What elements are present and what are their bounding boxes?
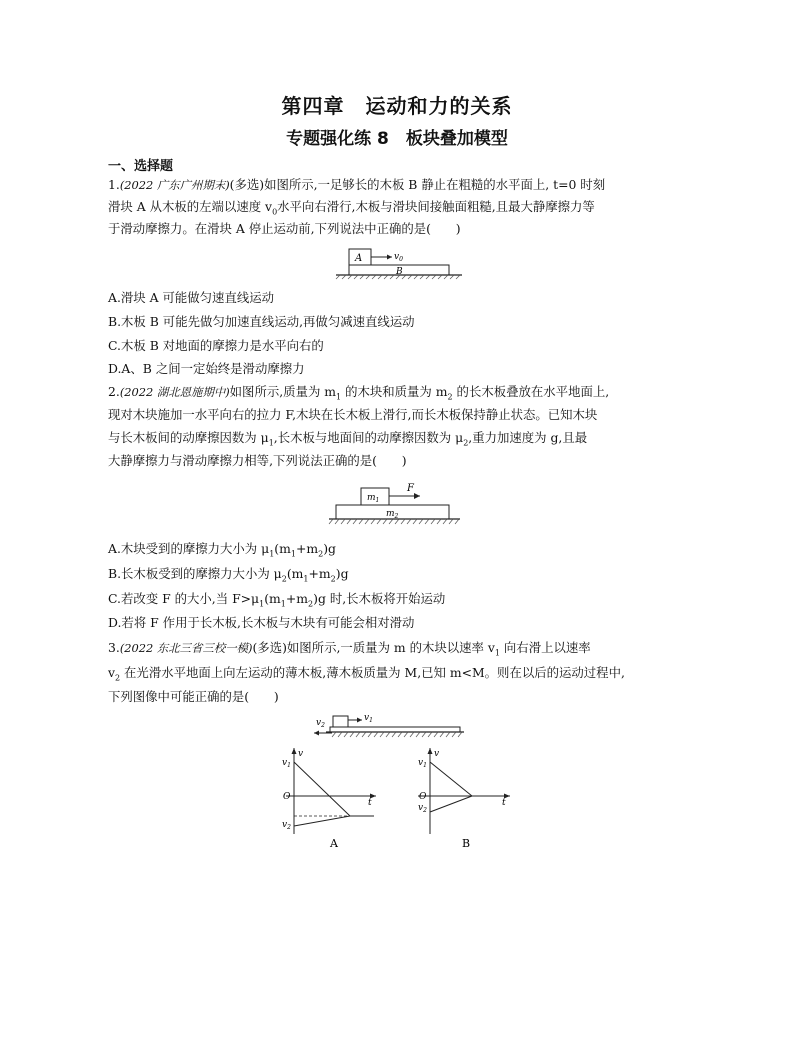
force-label: F <box>407 483 414 494</box>
graph-a <box>280 746 390 850</box>
v-axis-label: v <box>434 749 440 759</box>
v2-tick-label: $v_2$ <box>418 803 427 814</box>
velocity-label: $v_0$ <box>394 252 403 263</box>
q1-line1: 1.(2022 广东广州期末)(多选)如图所示,一足够长的木板 B 静止在粗糙的水平面上, t=0 时刻 <box>108 177 606 192</box>
q3-figure <box>308 710 468 742</box>
block-a-label: A <box>355 253 363 264</box>
q1-line3: 于滑动摩擦力。在滑块 A 停止运动前,下列说法中正确的是( ) <box>108 221 461 236</box>
q1-option-a: A.滑块 A 可能做匀速直线运动 <box>108 290 275 305</box>
origin-label: O <box>283 792 291 802</box>
thin-board <box>330 727 460 732</box>
origin-label: O <box>419 792 427 802</box>
q3-v1-label: $v_1$ <box>364 713 373 724</box>
graph-b-label: B <box>462 837 471 850</box>
t-axis-label: t <box>368 798 372 808</box>
graph-a-label: A <box>330 837 338 850</box>
section-subtitle: 专题强化练 8 板块叠加模型 <box>286 129 508 149</box>
q2-line3: 与长木板间的动摩擦因数为 $\mu_1$,长木板与地面间的动摩擦因数为 $\mu_2$,重力加速度为 g,且最 <box>108 430 588 448</box>
v1-tick-label: $v_1$ <box>418 758 427 769</box>
q2-option-c: C.若改变 F 的大小,当 $F>\mu_1(m_1+m_2)g$ 时,长木板将开始运动 <box>108 591 446 609</box>
q2-line4: 大静摩擦力与滑动摩擦力相等,下列说法正确的是( ) <box>108 453 407 468</box>
board-velocity-line <box>294 816 350 826</box>
q1-option-d: D.A、B 之间一定始终是滑动摩擦力 <box>108 361 305 376</box>
q2-line1: 2.(2022 湖北恩施期中)如图所示,质量为 $m_1$ 的木块和质量为 $m_2$ 的长木板叠放在水平地面上, <box>108 384 610 402</box>
v2-tick-label: $v_2$ <box>282 820 291 831</box>
q1-source: (2022 广东广州期末) <box>119 178 230 192</box>
block-m1-label: $m_1$ <box>367 493 380 504</box>
ground-hatch <box>332 732 462 737</box>
q1-figure <box>330 247 470 281</box>
board-b-label: B <box>396 267 403 277</box>
t-axis-label: t <box>502 798 506 808</box>
q3-v2-label: $v_2$ <box>316 718 325 729</box>
graph-b <box>410 746 520 850</box>
q3-line2: $v_2$ 在光滑水平地面上向左运动的薄木板,薄木板质量为 M,已知 m<M。则在以后的运动过程中, <box>108 665 625 683</box>
board-velocity-line <box>430 796 472 812</box>
block-velocity-line <box>294 762 350 816</box>
q2-option-b: B.长木板受到的摩擦力大小为 $\mu_2(m_1+m_2)g$ <box>108 566 349 584</box>
v-axis-label: v <box>298 749 304 759</box>
q2-figure <box>325 482 475 528</box>
q3-line3: 下列图像中可能正确的是( ) <box>108 689 279 704</box>
q1-option-c: C.木板 B 对地面的摩擦力是水平向右的 <box>108 338 324 353</box>
block-m <box>333 716 348 727</box>
chapter-title: 第四章 运动和力的关系 <box>281 94 513 118</box>
q1-option-b: B.木板 B 可能先做匀加速直线运动,再做匀减速直线运动 <box>108 314 415 329</box>
q2-option-d: D.若将 F 作用于长木板,长木板与木块有可能会相对滑动 <box>108 615 415 630</box>
q2-source: (2022 湖北恩施期中) <box>119 385 230 399</box>
block-velocity-line <box>430 762 472 796</box>
section-heading: 一、选择题 <box>108 159 174 174</box>
q2-option-a: A.木块受到的摩擦力大小为 $\mu_1(m_1+m_2)g$ <box>108 541 336 559</box>
q2-line2: 现对木块施加一水平向右的拉力 F,木块在长木板上滑行,而长木板保持静止状态。已知木块 <box>108 407 598 422</box>
v1-tick-label: $v_1$ <box>282 758 291 769</box>
q1-line2: 滑块 A 从木板的左端以速度 $v_0$水平向右滑行,木板与滑块间接触面粗糙,且最大静摩擦力等 <box>108 199 595 217</box>
q3-source: (2022 东北三省三校一模) <box>119 641 253 655</box>
board-m2-label: $m_2$ <box>386 509 399 520</box>
q3-line1: 3.(2022 东北三省三校一模)(多选)如图所示,一质量为 m 的木块以速率 $v_1$ 向右滑上以速率 <box>108 640 591 658</box>
